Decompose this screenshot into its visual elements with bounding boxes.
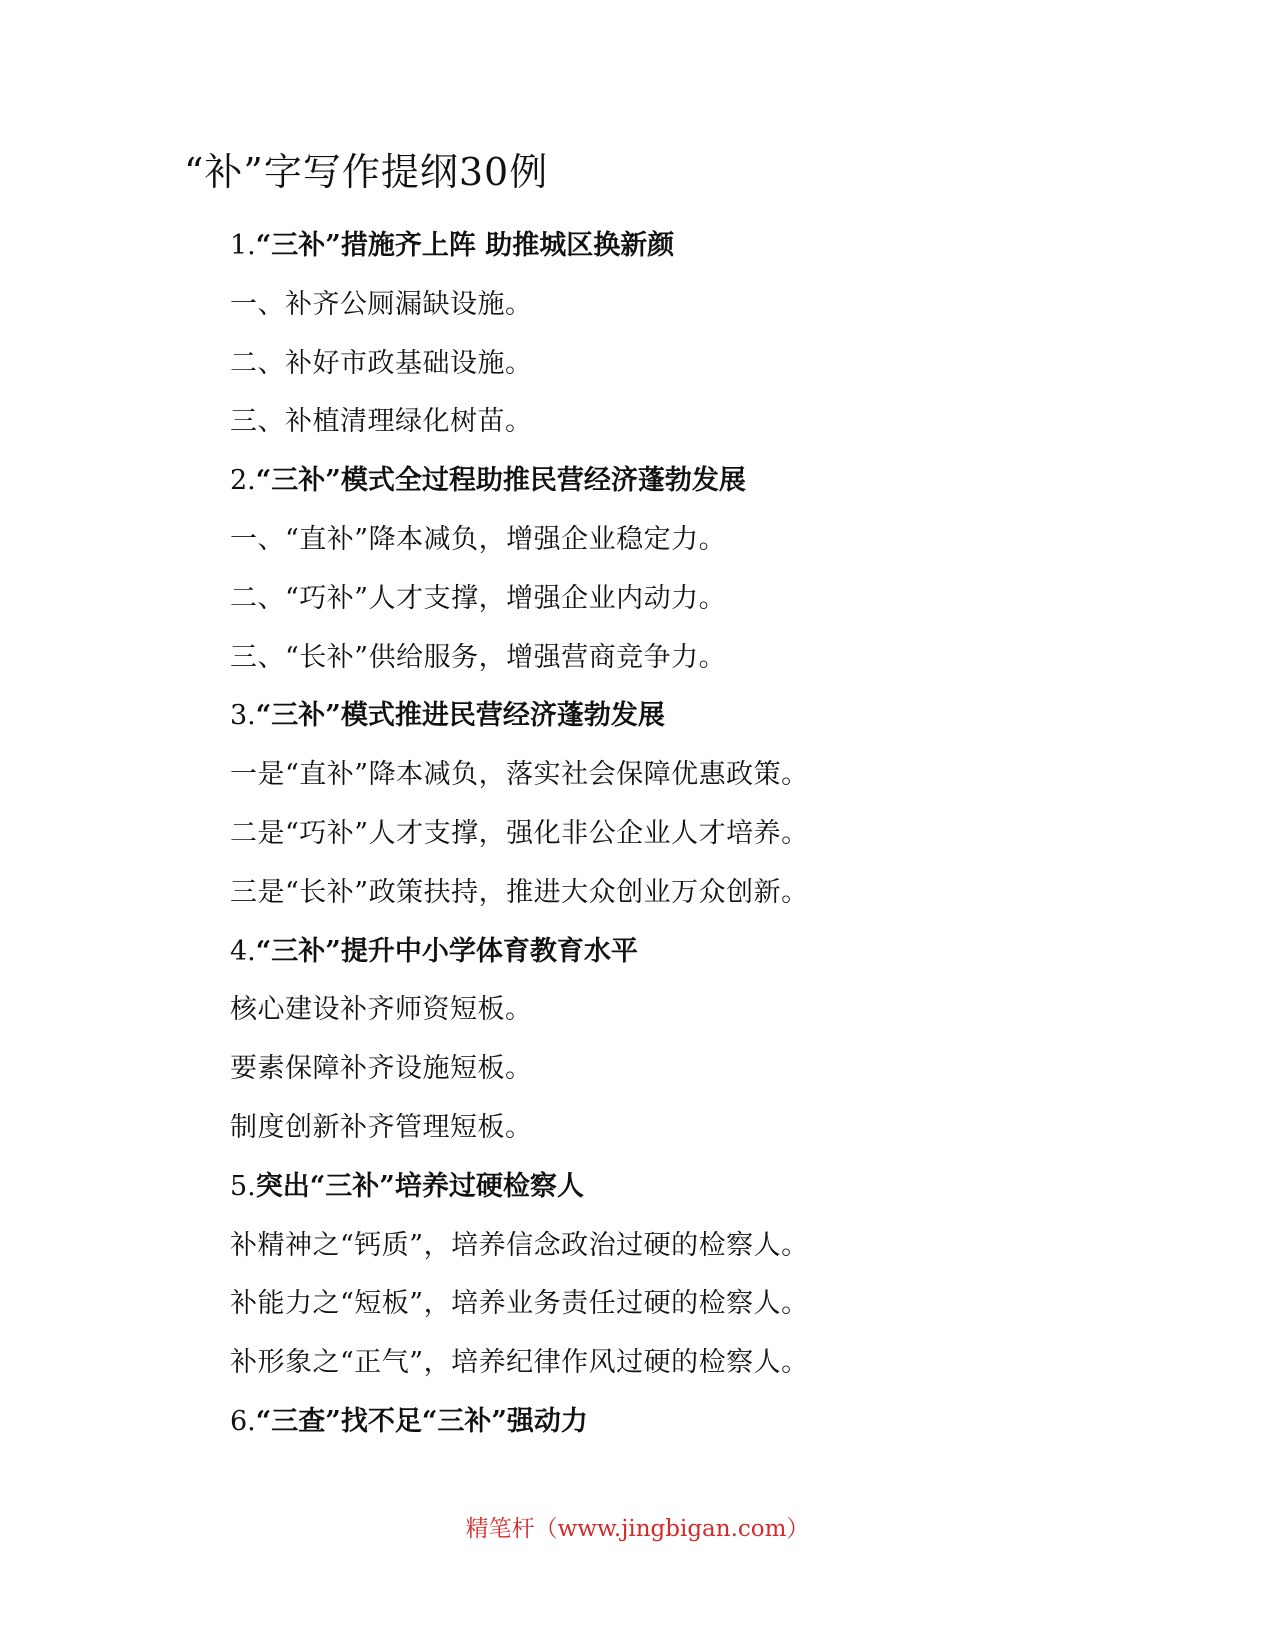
list-item: 三、“长补”供给服务，增强营商竞争力。 [230, 641, 727, 673]
list-item: 一、补齐公厕漏缺设施。 [230, 288, 533, 320]
list-item: 核心建设补齐师资短板。 [230, 994, 533, 1026]
footer-watermark[interactable]: 精笔杆（www.jingbigan.com） [465, 1516, 810, 1542]
section-heading [230, 1402, 1190, 1461]
section-title: “三查”找不足“三补”强动力 [255, 1405, 588, 1437]
section-number: 1. [230, 230, 256, 261]
section-title: “三补”措施齐上阵 助推城区换新颜 [255, 230, 675, 261]
section-number: 2. [230, 465, 256, 497]
list-item: 要素保障补齐设施短板。 [230, 1053, 533, 1085]
list-item: 三是“长补”政策扶持，推进大众创业万众创新。 [230, 876, 809, 908]
section-title: “三补”模式全过程助推民营经济蓬勃发展 [255, 465, 746, 497]
list-item: 二是“巧补”人才支撑，强化非公企业人才培养。 [230, 817, 809, 849]
list-item: 一、“直补”降本减负，增强企业稳定力。 [230, 523, 727, 555]
outline-content [230, 226, 1190, 1461]
list-item: 三、补植清理绿化树苗。 [230, 406, 533, 438]
section-title: 突出“三补”培养过硬检察人 [255, 1170, 584, 1202]
section-heading [230, 932, 1190, 991]
list-item: 补形象之“正气”，培养纪律作风过硬的检察人。 [230, 1347, 809, 1379]
section-number: 4. [230, 935, 256, 967]
list-item: 一是“直补”降本减负，落实社会保障优惠政策。 [230, 759, 809, 791]
list-item: 二、补好市政基础设施。 [230, 347, 533, 379]
section-number: 5. [230, 1170, 256, 1202]
page-title: “补”字写作提纲30例 [184, 150, 549, 194]
list-item: 二、“巧补”人才支撑，增强企业内动力。 [230, 582, 727, 614]
section-heading [230, 696, 1190, 755]
section-number: 3. [230, 700, 256, 732]
section-title: “三补”模式推进民营经济蓬勃发展 [255, 700, 665, 732]
section-heading [230, 461, 1190, 520]
list-item: 制度创新补齐管理短板。 [230, 1111, 533, 1143]
section-heading [230, 226, 1190, 285]
section-heading [230, 1167, 1190, 1226]
list-item: 补精神之“钙质”，培养信念政治过硬的检察人。 [230, 1229, 809, 1261]
section-title: “三补”提升中小学体育教育水平 [255, 935, 638, 967]
list-item: 补能力之“短板”，培养业务责任过硬的检察人。 [230, 1288, 809, 1320]
section-number: 6. [230, 1405, 256, 1437]
